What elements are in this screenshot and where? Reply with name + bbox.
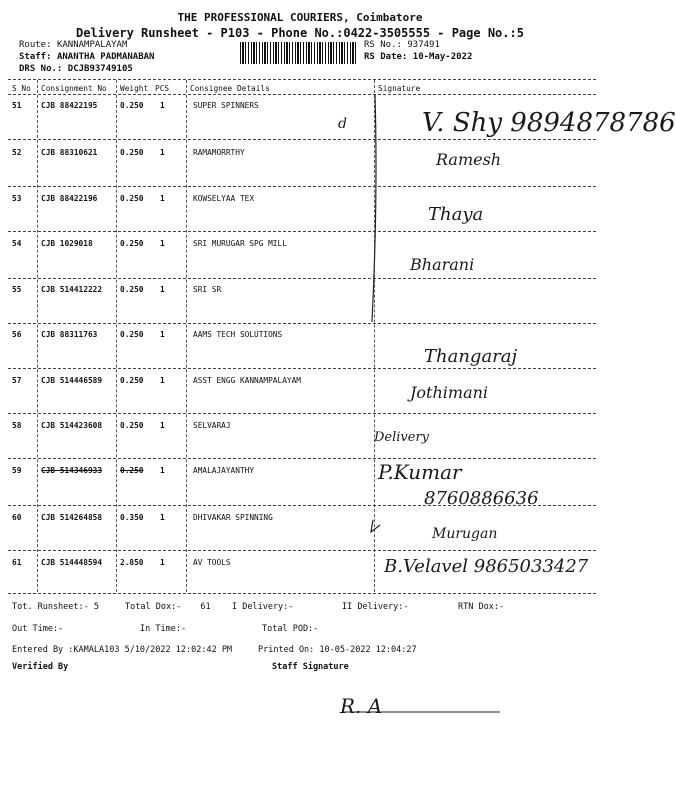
total-pod: Total POD:- — [262, 624, 319, 634]
row-consignment: CJB 514264858 — [41, 513, 103, 522]
row-weight: 0.250 — [120, 466, 144, 475]
row-sno: 51 — [12, 101, 22, 110]
row-consignment: CJB 514423608 — [41, 421, 103, 430]
row-consignee: ASST ENGG KANNAMPALAYAM — [193, 376, 301, 385]
row-weight: 0.250 — [120, 376, 144, 385]
col-signature: Signature — [378, 84, 421, 93]
row-weight: 0.250 — [120, 101, 144, 110]
rs-date-label: RS Date: — [364, 52, 408, 62]
total-dox-label: Total Dox:- — [125, 602, 182, 612]
signature-row-61: B.Velavel 9865033427 — [384, 556, 589, 577]
row-pcs: 1 — [160, 513, 165, 522]
staff-value: ANANTHA PADMANABAN — [56, 52, 155, 62]
runsheet-title: Delivery Runsheet - P103 - Phone No.:0422-3505555 - Page No.:5 — [76, 26, 524, 40]
row-pcs: 1 — [160, 148, 165, 157]
row-weight: 0.250 — [120, 194, 144, 203]
row-sno: 53 — [12, 194, 22, 203]
i-delivery: I Delivery:- — [232, 602, 294, 612]
row-pcs: 1 — [160, 466, 165, 475]
row-pcs: 1 — [160, 376, 165, 385]
row-sno: 52 — [12, 148, 22, 157]
out-time: Out Time:- — [12, 624, 64, 634]
row-consignee: AV TOOLS — [193, 558, 231, 567]
col-weight: Weight — [120, 84, 149, 93]
route-value: KANNAMPALAYAM — [56, 40, 128, 50]
signature-row-54: Bharani — [410, 255, 475, 274]
row-weight: 2.850 — [120, 558, 144, 567]
row-consignee: AAMS TECH SOLUTIONS — [193, 330, 283, 339]
route-label: Route: — [19, 40, 52, 50]
row-pcs: 1 — [160, 330, 165, 339]
row-pcs: 1 — [160, 194, 165, 203]
signature-row-53: Thaya — [428, 204, 484, 225]
col-pcs: PCS — [155, 84, 170, 93]
drs-label: DRS No.: — [19, 64, 63, 74]
row-consignment: CJB 1029018 — [41, 239, 93, 248]
row-consignment: CJB 88422195 — [41, 101, 98, 110]
signature-row-59-phone: 8760886636 — [424, 488, 539, 509]
tot-runsheet-value: 5 — [93, 602, 100, 612]
row-sno: 57 — [12, 376, 22, 385]
drs-value: DCJB93749105 — [67, 64, 133, 74]
row-consignment: CJB 88311763 — [41, 330, 98, 339]
row-consignment: CJB 514346933 — [41, 466, 103, 475]
pen-stroke — [372, 95, 376, 322]
row-sno: 61 — [12, 558, 22, 567]
row-pcs: 1 — [160, 285, 165, 294]
row-pcs: 1 — [160, 558, 165, 567]
pen-stroke — [371, 520, 380, 532]
row-consignment: CJB 514446589 — [41, 376, 103, 385]
rs-date-value: 10-May-2022 — [412, 52, 473, 62]
ii-delivery: II Delivery:- — [342, 602, 409, 612]
row-sno: 55 — [12, 285, 22, 294]
printed-on: Printed On: 10-05-2022 12:04:27 — [258, 645, 417, 655]
row-weight: 0.250 — [120, 421, 144, 430]
verified-by: Verified By — [12, 662, 69, 672]
row-consignment: CJB 88310621 — [41, 148, 98, 157]
in-time: In Time:- — [140, 624, 187, 634]
row-pcs: 1 — [160, 101, 165, 110]
signature-row-56: Thangaraj — [424, 346, 518, 367]
row-consignment: CJB 514448594 — [41, 558, 103, 567]
entered-by: Entered By :KAMALA103 5/10/2022 12:02:42 PM — [12, 645, 233, 655]
row-consignment: CJB 88422196 — [41, 194, 98, 203]
staff-signature-label: Staff Signature — [272, 662, 349, 672]
row-weight: 0.250 — [120, 330, 144, 339]
signature-row-52: Ramesh — [436, 150, 502, 169]
row-weight: 0.250 — [120, 285, 144, 294]
col-consignee: Consignee Details — [190, 84, 270, 93]
row-consignee: SRI MURUGAR SPG MILL — [193, 239, 287, 248]
row-consignee: RAMAMORRTHY — [193, 148, 245, 157]
row-consignment: CJB 514412222 — [41, 285, 103, 294]
total-dox-value: 61 — [200, 602, 211, 612]
signature-row-51: V. Shy 9894878786 — [422, 108, 676, 138]
handwritten-mark: d — [338, 116, 347, 132]
signature-row-58: Delivery — [374, 430, 430, 445]
total-dox — [125, 602, 211, 612]
tot-runsheet-label: Tot. Runsheet:- — [12, 602, 89, 612]
signature-row-57: Jothimani — [410, 383, 489, 402]
rs-no-label: RS No.: — [364, 40, 402, 50]
row-weight: 0.250 — [120, 239, 144, 248]
staff-label: Staff: — [19, 52, 52, 62]
rs-no-value: 937491 — [407, 40, 440, 50]
row-sno: 54 — [12, 239, 22, 248]
row-consignee: DHIVAKAR SPINNING — [193, 513, 273, 522]
company-title: THE PROFESSIONAL COURIERS, Coimbatore — [177, 11, 423, 24]
row-pcs: 1 — [160, 421, 165, 430]
row-consignee: AMALAJAYANTHY — [193, 466, 255, 475]
row-sno: 59 — [12, 466, 22, 475]
signature-row-59: P.Kumar — [378, 460, 462, 484]
rtn-dox: RTN Dox:- — [458, 602, 505, 612]
row-consignee: SRI SR — [193, 285, 222, 294]
col-consignment: Consignment No — [41, 84, 107, 93]
col-sno: S No — [12, 84, 31, 93]
row-weight: 0.350 — [120, 513, 144, 522]
signature-row-60: Murugan — [432, 526, 498, 542]
row-consignee: SELVARAJ — [193, 421, 231, 430]
row-sno: 60 — [12, 513, 22, 522]
staff-signature: R. A — [340, 694, 383, 718]
tot-runsheet — [12, 602, 99, 612]
row-consignee: KOWSELYAA TEX — [193, 194, 255, 203]
row-weight: 0.250 — [120, 148, 144, 157]
row-consignee: SUPER SPINNERS — [193, 101, 259, 110]
row-pcs: 1 — [160, 239, 165, 248]
row-sno: 58 — [12, 421, 22, 430]
row-sno: 56 — [12, 330, 22, 339]
